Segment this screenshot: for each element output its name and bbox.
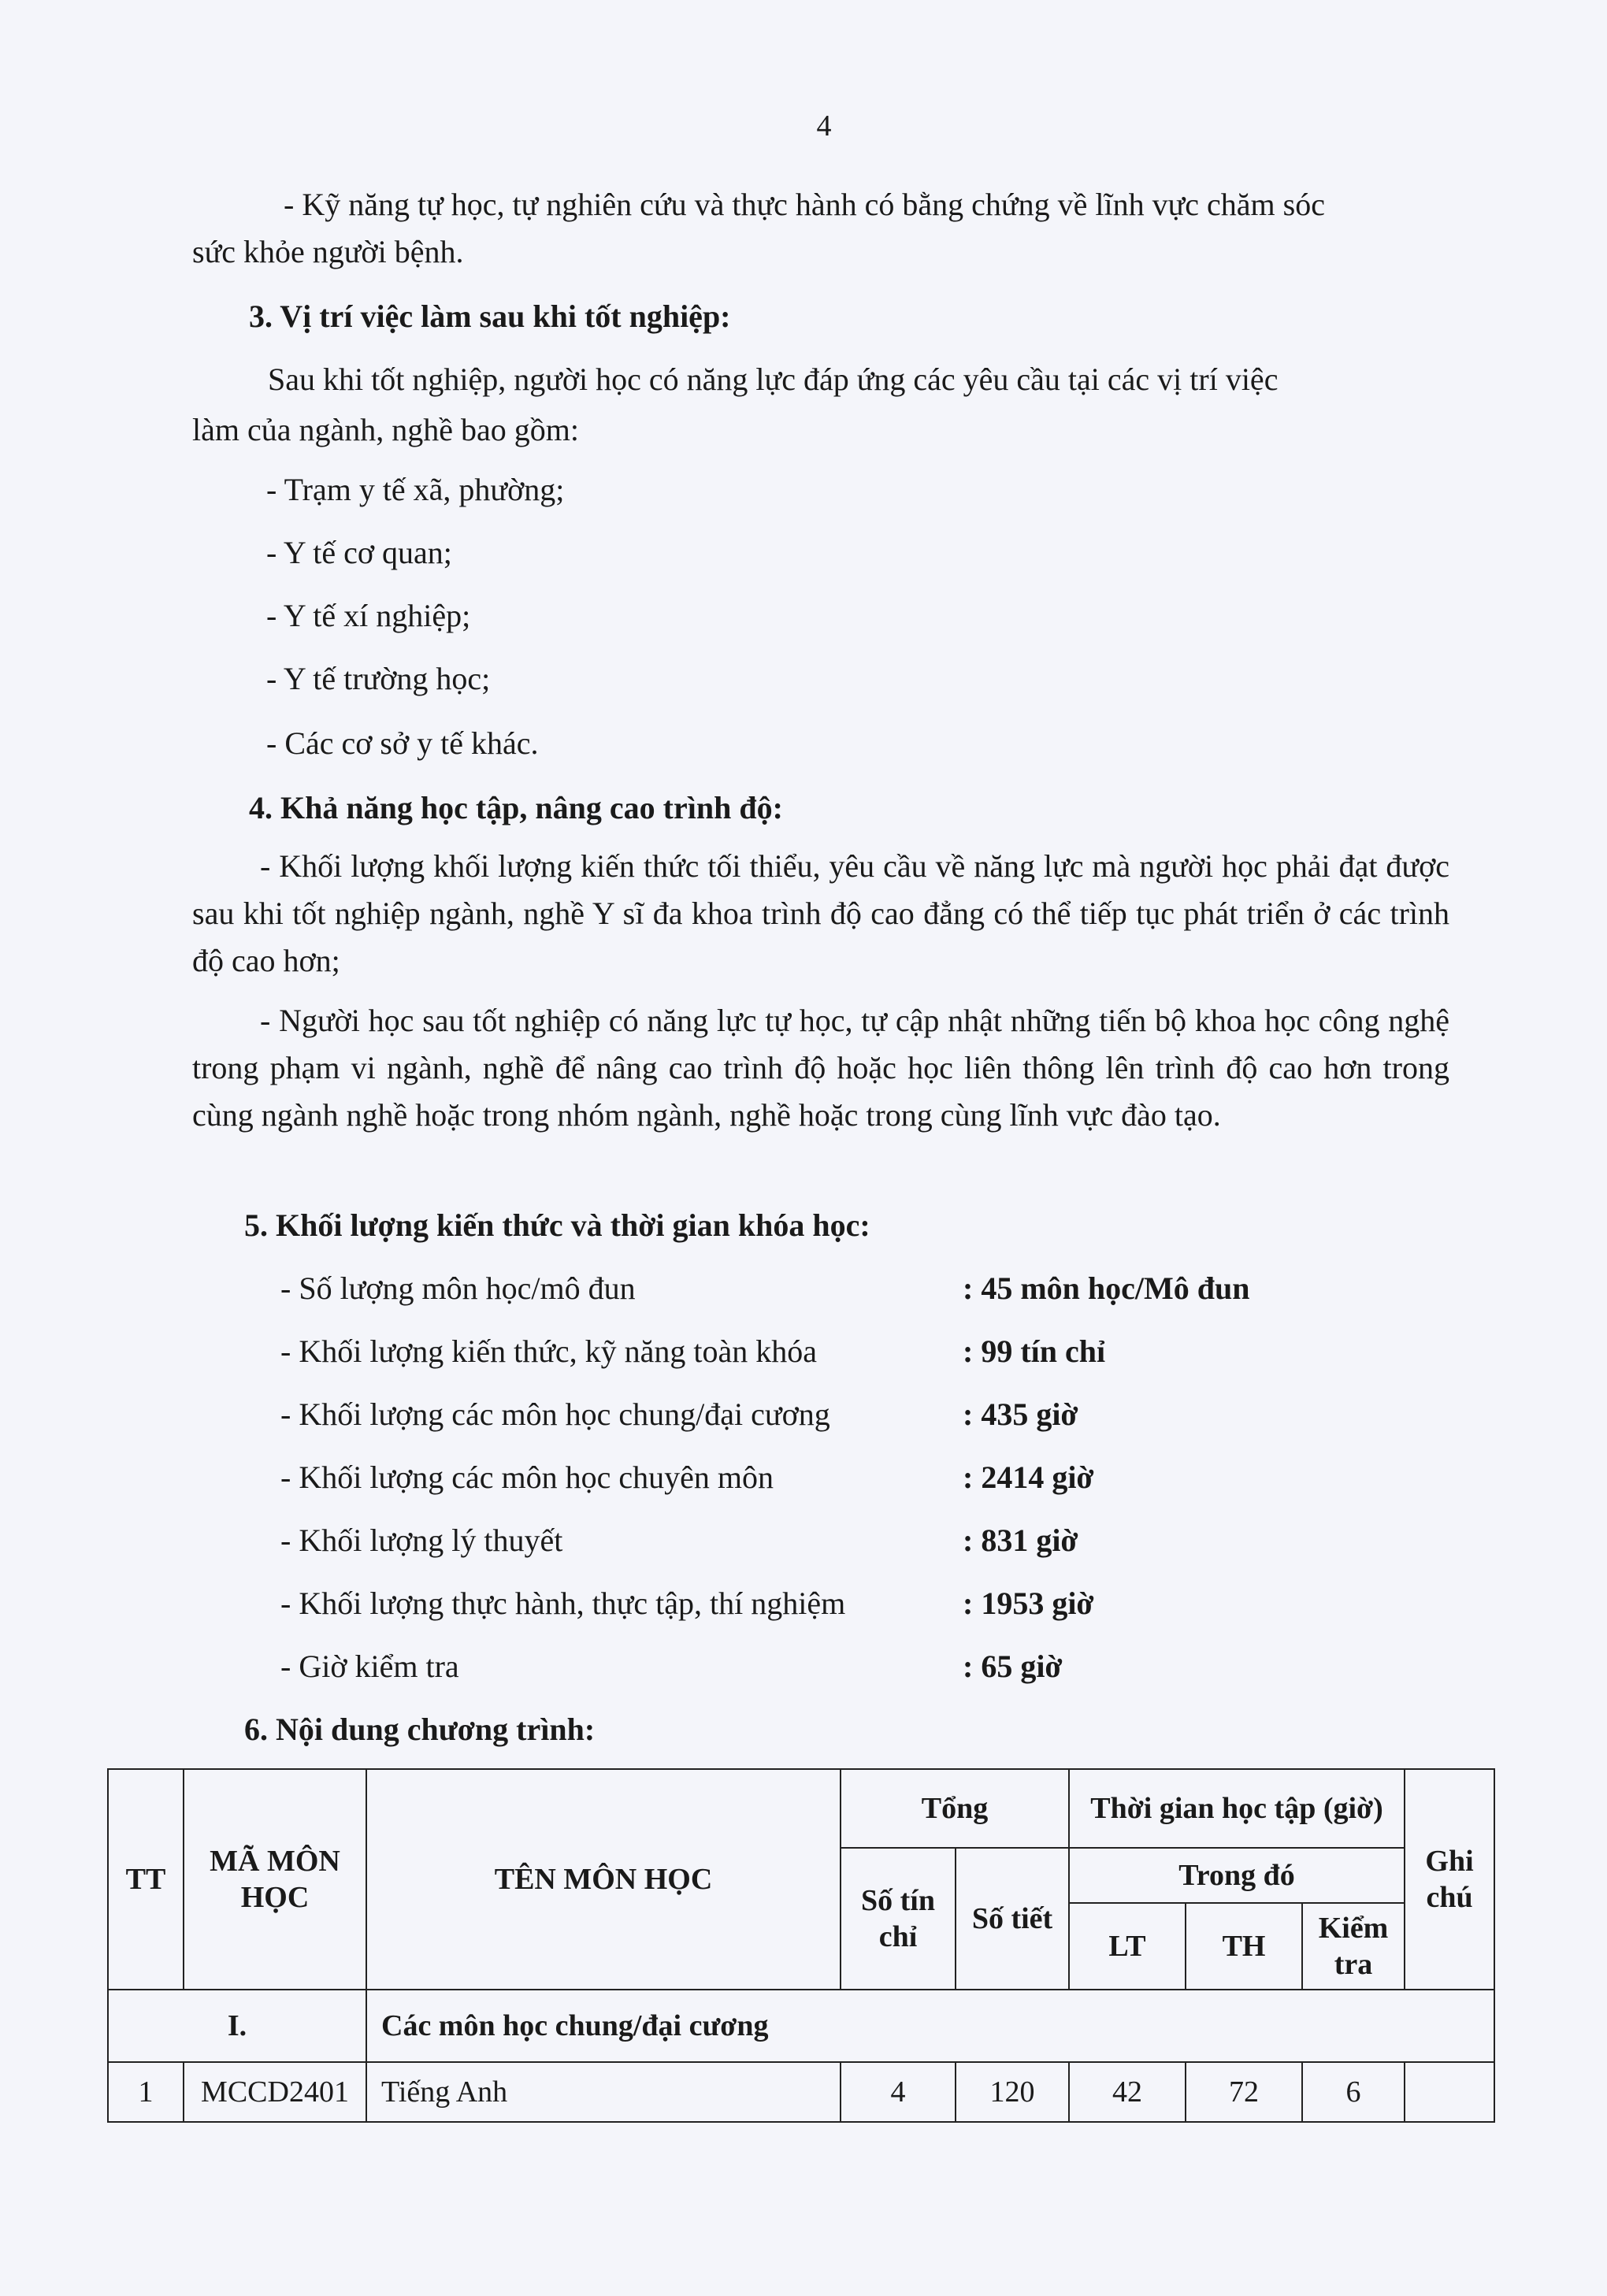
section-4-paragraph-1: - Khối lượng khối lượng kiến thức tối thiểu, yêu cầu về năng lực mà người học phải đạt được sau khi tốt nghiệp ngành, nghề Y sĩ đa khoa trình độ cao đẳng có thể tiếp tục phát triển ở các trình độ cao hơn; (192, 848, 1449, 978)
section-6-heading: 6. Nội dung chương trình: (244, 1712, 596, 1747)
stat-label: - Khối lượng lý thuyết (280, 1523, 563, 1558)
stat-label: - Số lượng môn học/mô đun (280, 1270, 636, 1306)
stat-label: - Khối lượng các môn học chung/đại cương (280, 1397, 830, 1432)
stat-value: : 45 môn học/Mô đun (963, 1270, 1250, 1306)
stat-value: : 99 tín chỉ (963, 1333, 1106, 1369)
skill-line-1: - Kỹ năng tự học, tự nghiên cứu và thực hành có bằng chứng về lĩnh vực chăm sóc (284, 187, 1325, 222)
group-title: Các môn học chung/đại cương (366, 1990, 1494, 2062)
section-3-intro-line-1: Sau khi tốt nghiệp, người học có năng lực đáp ứng các yêu cầu tại các vị trí việc (268, 362, 1279, 397)
section-4-heading: 4. Khả năng học tập, nâng cao trình độ: (249, 790, 783, 825)
table-group-row (108, 1990, 1494, 2062)
header-periods: Số tiết (956, 1848, 1069, 1990)
table-row (108, 2062, 1494, 2122)
row-theory: 42 (1069, 2062, 1186, 2122)
job-item: - Y tế cơ quan; (266, 535, 452, 570)
job-item: - Y tế trường học; (266, 661, 491, 696)
header-note: Ghi chú (1405, 1769, 1494, 1990)
header-subject-name: TÊN MÔN HỌC (366, 1769, 841, 1990)
stat-value: : 435 giờ (963, 1397, 1078, 1432)
row-periods: 120 (956, 2062, 1069, 2122)
row-code: MCCD2401 (184, 2062, 366, 2122)
header-breakdown: Trong đó (1069, 1848, 1405, 1903)
header-tt: TT (108, 1769, 184, 1990)
stat-value: : 2414 giờ (963, 1460, 1094, 1495)
row-name: Tiếng Anh (366, 2062, 841, 2122)
header-credits: Số tín chỉ (841, 1848, 956, 1990)
stat-label: - Khối lượng thực hành, thực tập, thí nghiệm (280, 1586, 846, 1621)
row-note (1405, 2062, 1494, 2122)
page-number: 4 (816, 109, 832, 143)
row-tt: 1 (108, 2062, 184, 2122)
header-theory: LT (1069, 1903, 1186, 1990)
row-practice: 72 (1186, 2062, 1302, 2122)
section-3-intro-line-2: làm của ngành, nghề bao gồm: (192, 412, 579, 447)
row-exam: 6 (1302, 2062, 1405, 2122)
section-3-heading: 3. Vị trí việc làm sau khi tốt nghiệp: (249, 299, 731, 334)
job-item: - Y tế xí nghiệp; (266, 598, 471, 633)
stat-value: : 65 giờ (963, 1649, 1063, 1684)
section-4-paragraph-2: - Người học sau tốt nghiệp có năng lực tự học, tự cập nhật những tiến bộ khoa học công nghệ trong phạm vi ngành, nghề để nâng cao trình độ hoặc học liên thông lên trình độ cao hơn trong cùng ngành nghề hoặc trong nhóm ngành, nghề hoặc trong cùng lĩnh vực đào tạo. (192, 1003, 1449, 1133)
program-table (107, 1768, 1495, 2123)
group-index: I. (108, 1990, 366, 2062)
skill-line-2: sức khỏe người bệnh. (192, 234, 464, 269)
header-study-time: Thời gian học tập (giờ) (1069, 1769, 1405, 1848)
stat-label: - Giờ kiểm tra (280, 1649, 459, 1684)
row-credits: 4 (841, 2062, 956, 2122)
header-total: Tổng (841, 1769, 1069, 1848)
header-subject-code: MÃ MÔN HỌC (184, 1769, 366, 1990)
stat-label: - Khối lượng kiến thức, kỹ năng toàn khóa (280, 1333, 818, 1369)
header-practice: TH (1186, 1903, 1302, 1990)
stat-value: : 1953 giờ (963, 1586, 1094, 1621)
job-item: - Trạm y tế xã, phường; (266, 472, 565, 507)
stat-value: : 831 giờ (963, 1523, 1078, 1558)
header-exam: Kiểm tra (1302, 1903, 1405, 1990)
section-5-heading: 5. Khối lượng kiến thức và thời gian khóa học: (244, 1207, 870, 1243)
stat-label: - Khối lượng các môn học chuyên môn (280, 1460, 774, 1495)
job-item: - Các cơ sở y tế khác. (266, 725, 539, 761)
